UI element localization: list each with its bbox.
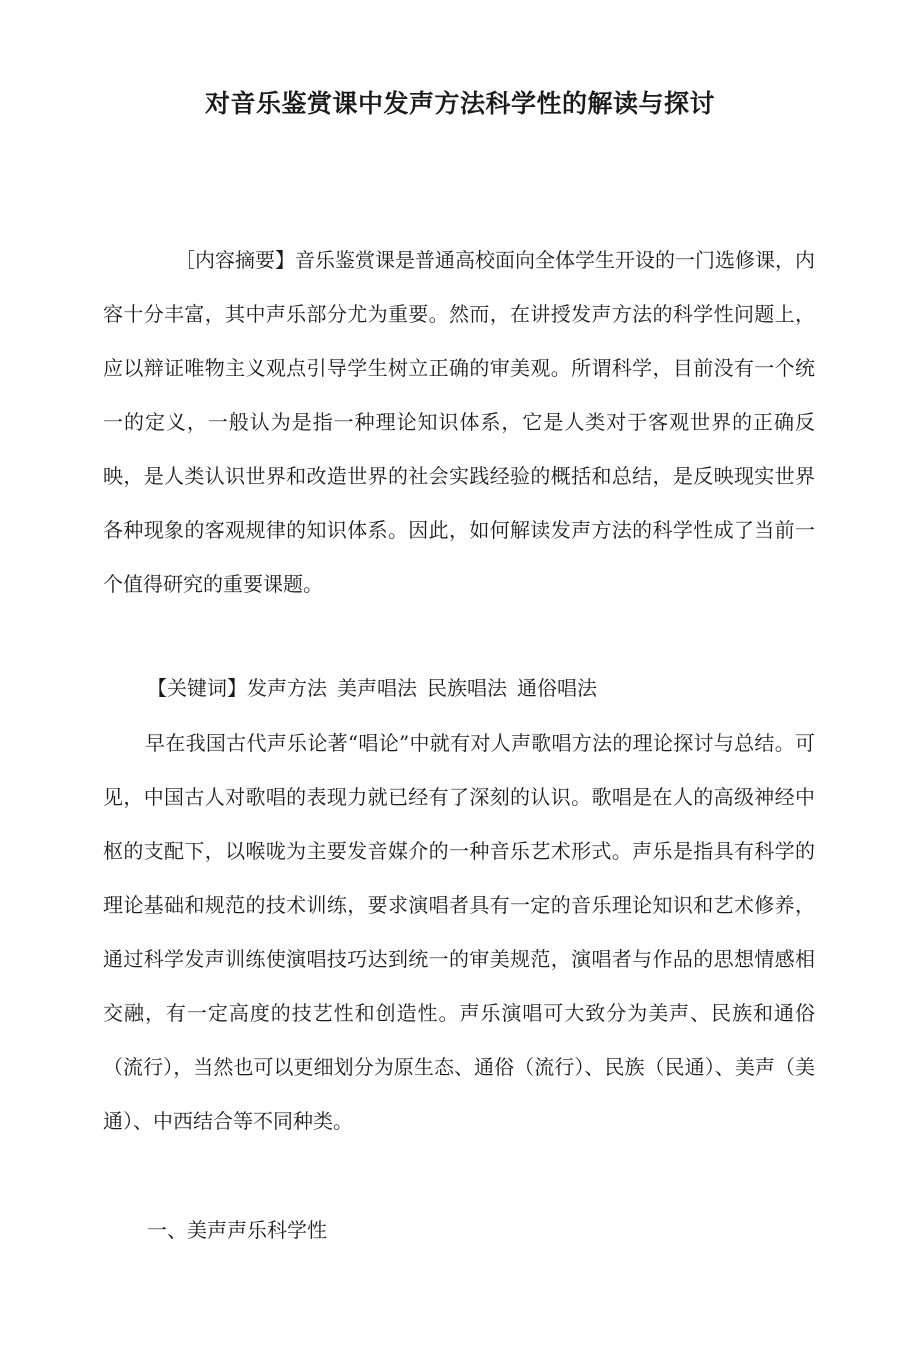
intro-paragraph: 早在我国古代声乐论著“唱论”中就有对人声歌唱方法的理论探讨与总结。可见，中国古人对歌唱的表现力就已经有了深刻的认识。歌唱是在人的高级神经中枢的支配下，以喉咙为主要发音媒介的一种音乐艺术形式。声乐是指具有科学的理论基础和规范的技术训练，要求演唱者具有一定的音乐理论知识和艺术修养，通过科学发声训练使演唱技巧达到统一的审美规范，演唱者与作品的思想情感相交融，有一定高度的技艺性和创造性。声乐演唱可大致分为美声、民族和通俗（流行），当然也可以更细划分为原生态、通俗（流行）、民族（民通）、美声（美通）、中西结合等不同种类。 xyxy=(103,731,815,1133)
keywords-label: 【关键词】 xyxy=(147,676,247,700)
keyword-item: 发声方法 xyxy=(247,676,327,700)
keyword-item: 美声唱法 xyxy=(337,676,417,700)
keyword-item: 民族唱法 xyxy=(427,676,507,700)
document-title: 对音乐鉴赏课中发声方法科学性的解读与探讨 xyxy=(204,89,715,118)
keyword-item: 通俗唱法 xyxy=(517,676,597,700)
abstract-paragraph: ［内容摘要】音乐鉴赏课是普通高校面向全体学生开设的一门选修课，内容十分丰富，其中声乐部分尤为重要。然而，在讲授发声方法的科学性问题上，应以辩证唯物主义观点引导学生树立正确的审美观。所谓科学，目前没有一个统一的定义，一般认为是指一种理论知识体系，它是人类对于客观世界的正确反映，是人类认识世界和改造世界的社会实践经验的概括和总结，是反映现实世界各种现象的客观规律的知识体系。因此，如何解读发声方法的科学性成了当前一个值得研究的重要课题。 xyxy=(103,248,815,596)
section-heading: 一、美声声乐科学性 xyxy=(147,1218,327,1242)
keywords-line xyxy=(147,668,807,708)
